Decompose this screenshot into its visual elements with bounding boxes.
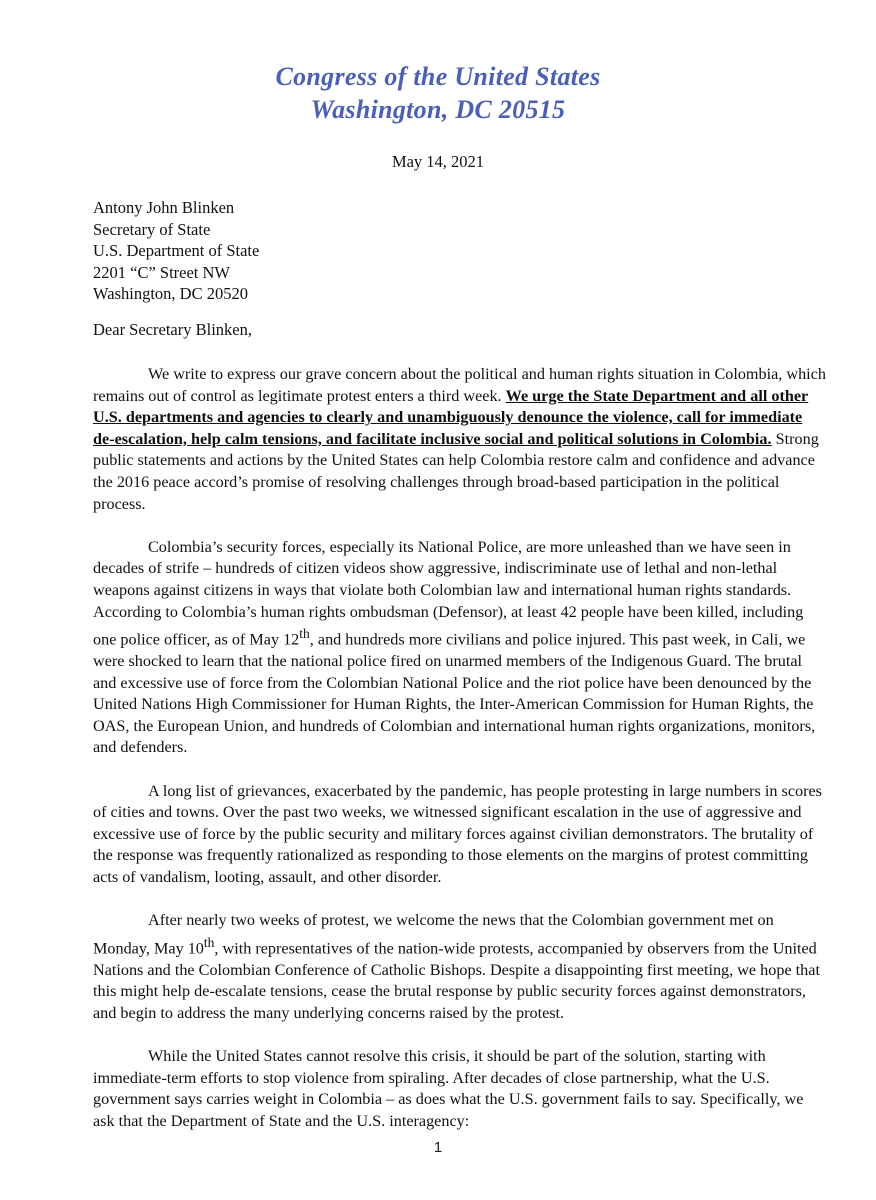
recipient-address (93, 197, 259, 305)
paragraph-1-emphasis: We urge the State Department and all other U.S. departments and agencies to clearly and unambiguously denounce the violence, call for immediate de-escalation, help calm tensions, and facilitate inclusive social and political solutions in Colombia. (93, 386, 809, 448)
letterhead-congress: Congress of the United States (275, 62, 601, 91)
paragraph-2 (93, 537, 827, 759)
letterhead-address: Washington, DC 20515 (310, 95, 566, 124)
letter-body (93, 364, 827, 1154)
paragraph-1-closing: Strong public statements and actions by the United States can help Colombia restore calm and confidence and advance the 2016 peace accord’s promise of resolving challenges through broad-based participation in the political process. (93, 429, 819, 513)
letter-date: May 14, 2021 (391, 152, 485, 171)
paragraph-5: While the United States cannot resolve this crisis, it should be part of the solution, starting with immediate-term efforts to stop violence from spiraling. After decades of close partnership, what the U.S. government says carries weight in Colombia – as does what the U.S. government fails to say. Specifically, we ask that the Department of State and the U.S. interagency: (93, 1047, 804, 1130)
letterhead (0, 60, 876, 126)
paragraph-4-text-b: , with representatives of the nation-wide protests, accompanied by observers from the United Nations and the Colombian Conference of Catholic Bishops. Despite a disappointing first meeting, we hope that this might help de-escalate tensions, cease the brutal response by public security forces against demonstrators, and begin to address the many underlying concerns raised by the protest. (93, 939, 820, 1022)
paragraph-2-ordinal: th (299, 626, 310, 642)
paragraph-4-ordinal: th (203, 934, 215, 950)
recipient-street: 2201 “C” Street NW (93, 262, 231, 282)
page-number: 1 (433, 1139, 443, 1156)
paragraph-4-text-a: After nearly two weeks of protest, we welcome the news that the Colombian government met on Monday, May 10 (93, 911, 774, 958)
recipient-name: Antony John Blinken (93, 198, 235, 217)
paragraph-3: A long list of grievances, exacerbated by the pandemic, has people protesting in large numbers in scores of cities and towns. Over the past two weeks, we witnessed significant escalation in the use of aggressive and excessive use of force by the public security and military forces against civilian demonstrators. The brutality of the response was frequently rationalized as responding to those elements on the margins of protest committing acts of vandalism, looting, assault, and other disorder. (93, 781, 822, 887)
recipient-department: U.S. Department of State (93, 241, 260, 261)
paragraph-1-intro: We write to express our grave concern about the political and human rights situation in Colombia, which remains out of control as legitimate protest enters a third week. (93, 365, 826, 405)
salutation: Dear Secretary Blinken, (93, 320, 252, 339)
recipient-title: Secretary of State (93, 219, 211, 239)
recipient-city: Washington, DC 20520 (93, 284, 248, 304)
paragraph-4 (93, 910, 827, 1024)
paragraph-1 (93, 364, 827, 515)
paragraph-2-text-a: Colombia’s security forces, especially its National Police, are more unleashed than we have seen in decades of strife – hundreds of citizen videos show aggressive, indiscriminate use of lethal and non-lethal weapons against citizens in ways that violate both Colombian law and international human rights standards. According to Colombia’s human rights ombudsman (Defensor), at least 42 people have been killed, including one police officer, as of May 12 (93, 537, 804, 649)
paragraph-2-text-b: , and hundreds more civilians and police injured. This past week, in Cali, we were shocked to learn that the national police fired on unarmed members of the Indigenous Guard. The brutal and excessive use of force from the Colombian National Police and the riot police have been denounced by the United Nations High Commissioner for Human Rights, the Inter-American Commission for Human Rights, the OAS, the European Union, and hundreds of Colombian and international human rights organizations, monitors, and defenders. (93, 630, 816, 757)
